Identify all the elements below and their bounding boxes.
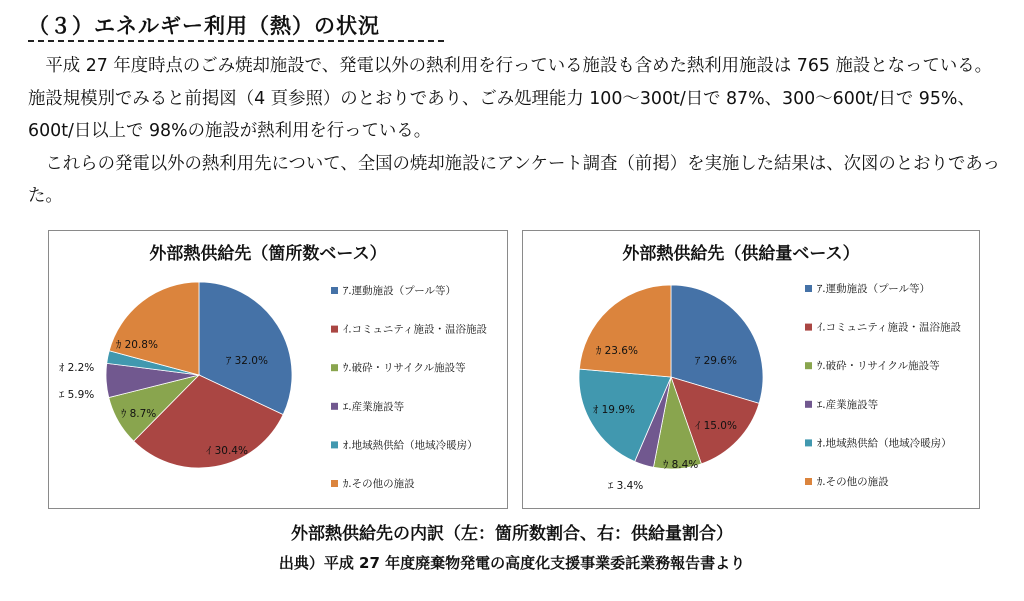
paragraph: これらの発電以外の熱利用先について、全国の焼却施設にアンケート調査（前掲）を実施した結果は、次図のとおりであった。 [28,153,1000,206]
slice-label: ｱ 32.0% [226,355,268,367]
legend-swatch [331,480,338,487]
slice-label: ｳ 8.7% [121,408,157,420]
chart-title: 外部熱供給先（箇所数ベース） [149,244,387,264]
legend-swatch [331,364,338,371]
legend-label: ｵ.地域熱供給（地域冷暖房） [817,437,952,450]
legend-label: ｲ.コミュニティ施設・温浴施設 [343,323,488,336]
slice-label: ｵ 2.2% [59,362,95,374]
legend-label: ｳ.破砕・リサイクル施設等 [343,362,466,375]
slice-label: ｵ 19.9% [593,404,635,416]
slice-label: ｶ 20.8% [116,339,158,351]
legend-swatch [331,403,338,410]
legend-swatch [331,326,338,333]
legend-swatch [805,285,812,292]
body-text [28,50,1008,213]
figure-source: 出典）平成 27 年度廃棄物発電の高度化支援事業委託業務報告書より [278,554,746,572]
legend-label: ｴ.産業施設等 [343,400,405,413]
legend-label: ｴ.産業施設等 [817,398,879,411]
slice-label: ｲ 15.0% [695,420,737,432]
legend-label: ｵ.地域熱供給（地域冷暖房） [343,439,478,452]
slice-label: ｱ 29.6% [695,355,737,367]
legend-label: ｱ.運動施設（プール等） [343,285,457,297]
chart-title: 外部熱供給先（供給量ベース） [622,244,860,264]
legend-label: ｲ.コミュニティ施設・温浴施設 [817,321,962,334]
slice-label: ｳ 8.4% [663,459,699,471]
legend-swatch [805,324,812,331]
pie-slice [579,285,671,377]
paragraph: 平成 27 年度時点のごみ焼却施設で、発電以外の熱利用を行っている施設も含めた熱利用施設は 765 施設となっている。施設規模別でみると前掲図（4 頁参照）のとおりであり、ごみ処理能力 100～300t/日で 87%、300～600t/日で 95%、600t/日以上で 98%の施設が熱利用を行っている。 [28,56,993,141]
legend-swatch [331,441,338,448]
pie-chart-supply-basis [522,230,980,509]
slice-label: ｶ 23.6% [596,345,638,357]
legend-swatch [805,362,812,369]
legend-swatch [805,478,812,485]
figure-caption: 外部熱供給先の内訳（左：箇所数割合、右：供給量割合） [291,524,733,544]
pie-chart-count-basis [48,230,508,509]
legend-label: ｱ.運動施設（プール等） [817,283,931,295]
legend-label: ｳ.破砕・リサイクル施設等 [817,360,940,373]
pie-chart-svg [523,231,979,508]
legend-swatch [805,401,812,408]
heading-underline [28,40,444,42]
legend-swatch [331,287,338,294]
slice-label: ｴ 5.9% [59,389,95,401]
pie-chart-svg [49,231,507,508]
legend-label: ｶ.その他の施設 [817,476,889,488]
slice-label: ｲ 30.4% [206,445,248,457]
section-heading: （３）エネルギー利用（熱）の状況 [28,14,380,38]
legend-label: ｶ.その他の施設 [343,478,415,490]
slice-label: ｴ 3.4% [608,480,644,492]
legend-swatch [805,439,812,446]
